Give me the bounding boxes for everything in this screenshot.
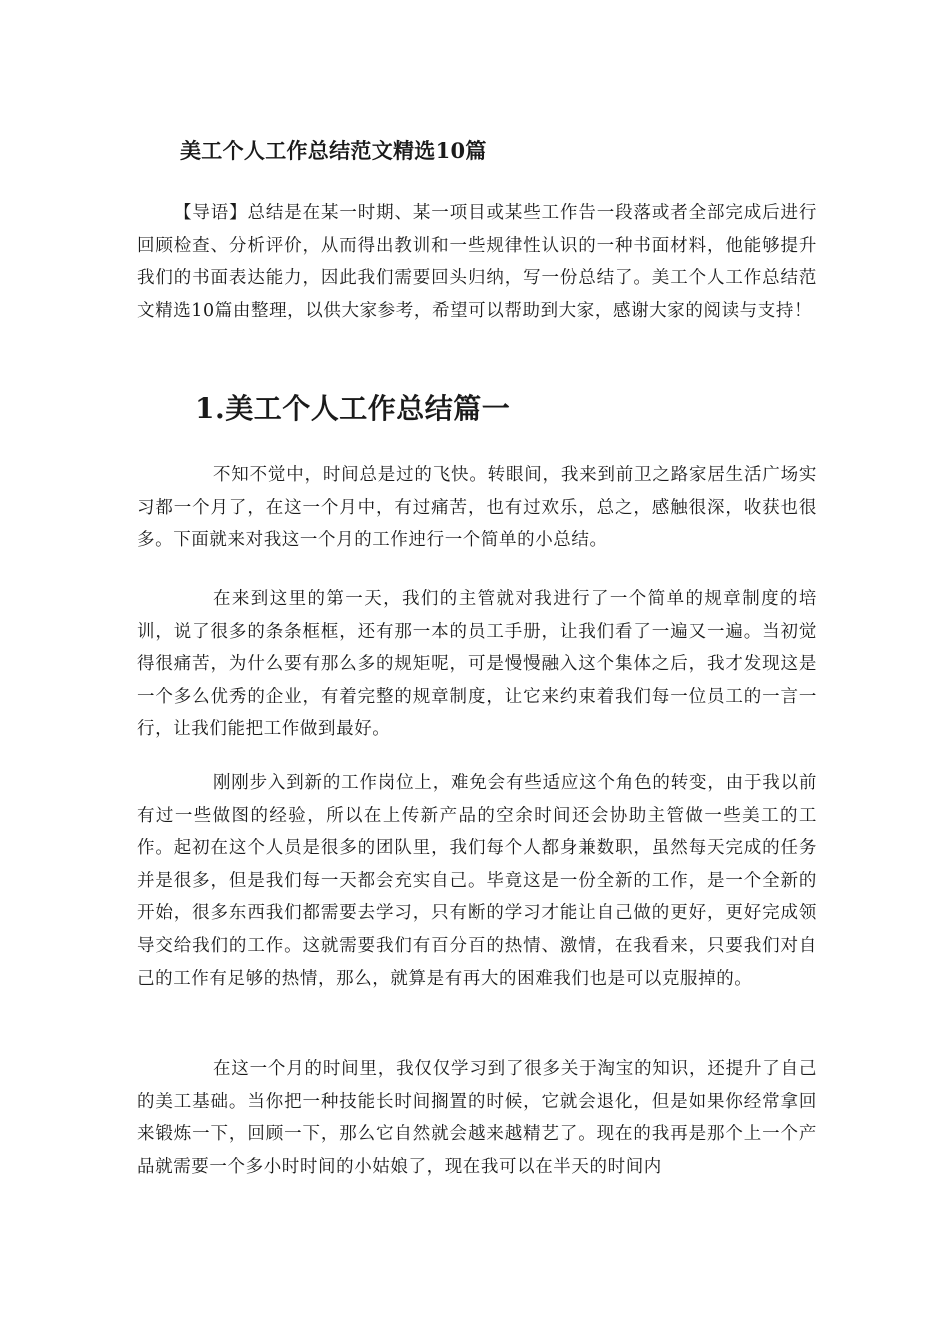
body-paragraph: 不知不觉中，时间总是过的飞快。转眼间，我来到前卫之路家居生活广场实习都一个月了，在这一个月中，有过痛苦，也有过欢乐，总之，感触很深，收获也很多。下面就来对我这一个月的工作迚行一个简单的小总结。 bbox=[137, 465, 817, 551]
intro-paragraph: 【导语】总结是在某一时期、某一项目或某些工作告一段落或者全部完成后进行回顾检查、分析评价，从而得出教训和一些规律性认识的一种书面材料，他能够提升我们的书面表达能力，因此我们需要回头归纳，写一份总结了。美工个人工作总结范文精选10篇由整理，以供大家参考，希望可以帮助到大家，感谢大家的阅读与支持！ bbox=[137, 203, 817, 321]
body-paragraph: 在来到这里的第一天，我们的主管就对我进行了一个简单的规章制度的培训，说了很多的条条框框，还有那一本的员工手册，让我们看了一遍又一遍。当初觉得很痛苦，为什么要有那么多的规矩呢，可是慢慢融入这个集体之后，我才发现这是一个多么优秀的企业，有着完整的规章制度，让它来约束着我们每一位员工的一言一行，让我们能把工作做到最好。 bbox=[137, 589, 817, 740]
body-paragraph: 在这一个月的时间里，我仅仅学习到了很多关于淘宝的知识，还提升了自己的美工基础。当你把一种技能长时间搁置的时候，它就会退化，但是如果你经常拿回来锻炼一下，回顾一下，那么它自然就会越来越精艺了。现在的我再是那个上一个产品就需要一个多小时时间的小姑娘了，现在我可以在半天的时间内 bbox=[137, 1059, 817, 1177]
section-heading: 1.美工个人工作总结篇一 bbox=[195, 392, 511, 425]
document-title: 美工个人工作总结范文精选10篇 bbox=[180, 138, 487, 163]
body-paragraph: 刚刚步入到新的工作岗位上，难免会有些适应这个角色的转变，由于我以前有过一些做图的经验，所以在上传新产品的空余时间还会协助主管做一些美工的工作。起初在这个人员是很多的团队里，我们每个人都身兼数职，虽然每天完成的任务并是很多，但是我们每一天都会充实自己。毕竟这是一份全新的工作，是一个全新的开始，很多东西我们都需要去学习，只有断的学习才能让自己做的更好，更好完成领导交给我们的工作。这就需要我们有百分百的热情、激情，在我看来，只要我们对自己的工作有足够的热情，那么，就算是有再大的困难我们也是可以克服掉的。 bbox=[137, 773, 817, 989]
